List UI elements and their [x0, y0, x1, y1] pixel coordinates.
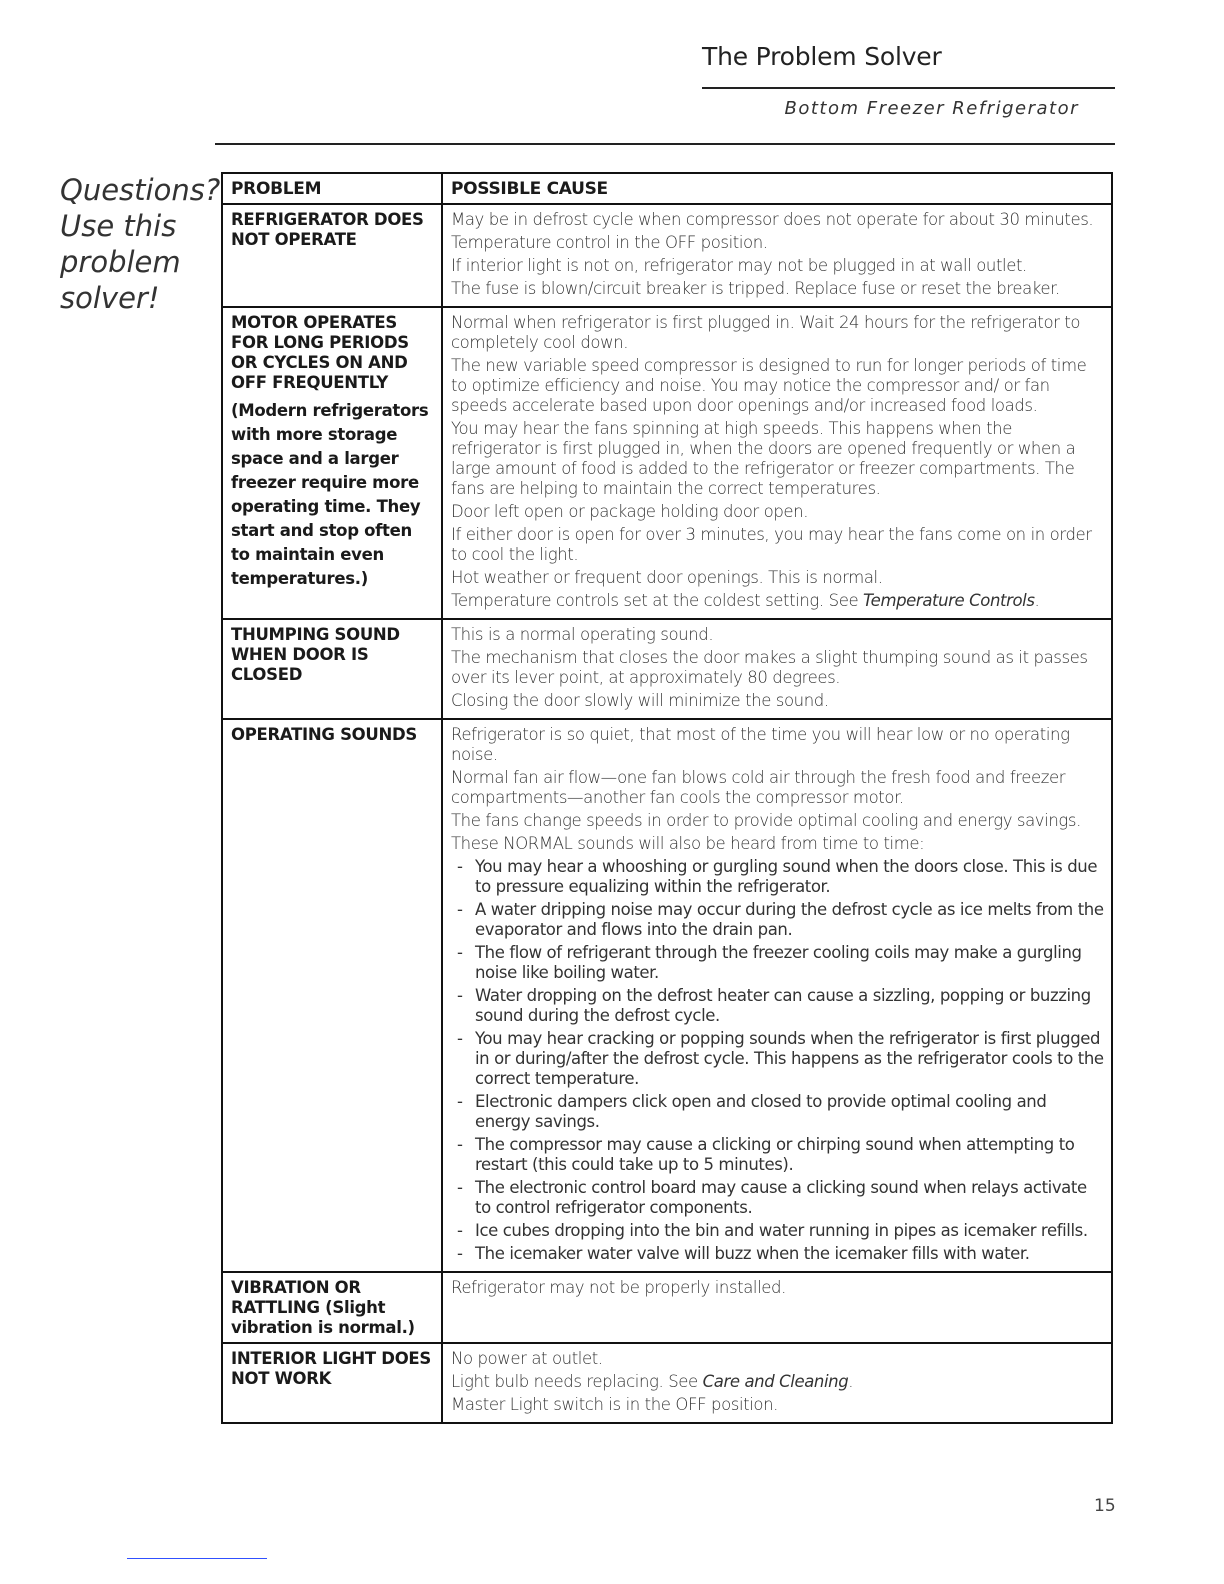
side-note-line: Use this [60, 209, 177, 243]
header-possible-cause: POSSIBLE CAUSE [451, 179, 608, 199]
problem-solver-table [221, 172, 1113, 1424]
cross-reference-link[interactable]: Care and Cleaning [702, 1372, 849, 1391]
cause-cell [443, 620, 1111, 718]
cause-item [451, 1372, 1105, 1392]
side-note-line: problem [60, 245, 181, 279]
problem-cell [223, 1344, 443, 1422]
list-item [451, 1029, 1105, 1089]
dash-bullet: - [457, 1092, 463, 1111]
dash-bullet: - [457, 1244, 463, 1263]
problem-cell [223, 1273, 443, 1342]
list-item-text: The flow of refrigerant through the freezer cooling coils may make a gurgling noise like boiling water. [475, 943, 1082, 982]
cause-item: Master Light switch is in the OFF position. [451, 1395, 779, 1414]
list-item [451, 857, 1105, 897]
problem-label: REFRIGERATOR DOES NOT OPERATE [231, 210, 424, 249]
cause-item: The new variable speed compressor is designed to run for longer periods of time to optimize efficiency and noise. You may notice the compressor and/ or fan speeds accelerate based upon door openings and/or increased food loads. [451, 356, 1087, 415]
list-item-text: The electronic control board may cause a clicking sound when relays activate to control refrigerator components. [475, 1178, 1087, 1217]
list-item [451, 1178, 1105, 1218]
cause-text: Light bulb needs replacing. See [451, 1372, 703, 1391]
cause-item: Hot weather or frequent door openings. This is normal. [451, 568, 883, 587]
list-item-text: The icemaker water valve will buzz when the icemaker fills with water. [475, 1244, 1030, 1263]
problem-cell [223, 720, 443, 1271]
dash-bullet: - [457, 1178, 463, 1197]
list-item-text: A water dripping noise may occur during the defrost cycle as ice melts from the evaporator and flows into the drain pan. [475, 900, 1104, 939]
table-header-row [223, 174, 1111, 203]
problem-label: VIBRATION OR RATTLING (Slight vibration is normal.) [231, 1278, 415, 1337]
list-item-text: You may hear cracking or popping sounds when the refrigerator is first plugged in or during/after the defrost cycle. This happens as the refrigerator cools to the correct temperature. [475, 1029, 1104, 1088]
page-number: 15 [1094, 1496, 1116, 1516]
header-problem: PROBLEM [223, 174, 443, 203]
cause-item: Normal fan air flow—one fan blows cold air through the fresh food and freezer compartments—another fan cools the compressor motor. [451, 768, 1066, 807]
cause-item: These NORMAL sounds will also be heard from time to time: [451, 834, 925, 853]
dash-bullet: - [457, 900, 463, 919]
cause-item: Refrigerator is so quiet, that most of the time you will hear low or no operating noise. [451, 725, 1070, 764]
problem-cell [223, 620, 443, 718]
problem-cell [223, 308, 443, 618]
cause-text: . [848, 1372, 854, 1391]
table-row [223, 1271, 1111, 1342]
side-note [60, 172, 221, 316]
dash-bullet: - [457, 986, 463, 1005]
page-title: The Problem Solver [702, 42, 942, 71]
cause-item: Closing the door slowly will minimize the sound. [451, 691, 829, 710]
dash-bullet: - [457, 1221, 463, 1240]
decorative-rule [127, 1558, 267, 1559]
problem-note: (Modern refrigerators with more storage space and a larger freezer require more operating time. They start and stop often to maintain even temperatures.) [231, 401, 429, 588]
side-note-line: solver! [60, 281, 160, 315]
cause-item: You may hear the fans spinning at high speeds. This happens when the refrigerator is first plugged in, when the doors are opened frequently or when a large amount of food is added to the refrigerator or freezer compartments. The fans are helping to maintain the correct temperatures. [451, 419, 1076, 498]
section-divider [215, 143, 1115, 145]
dash-bullet: - [457, 1029, 463, 1048]
cause-cell [443, 205, 1111, 306]
cause-item: If either door is open for over 3 minutes, you may hear the fans come on in order to cool the light. [451, 525, 1092, 564]
cause-cell [443, 1273, 1111, 1342]
list-item-text: Water dropping on the defrost heater can cause a sizzling, popping or buzzing sound during the defrost cycle. [475, 986, 1091, 1025]
list-item [451, 1244, 1105, 1264]
cause-item: No power at outlet. [451, 1349, 603, 1368]
cause-cell [443, 1344, 1111, 1422]
list-item [451, 943, 1105, 983]
list-item-text: The compressor may cause a clicking or chirping sound when attempting to restart (this could take up to 5 minutes). [475, 1135, 1075, 1174]
problem-cell [223, 205, 443, 306]
cause-item: The mechanism that closes the door makes a slight thumping sound as it passes over its lever point, at approximately 80 degrees. [451, 648, 1088, 687]
list-item [451, 1221, 1105, 1241]
dash-bullet: - [457, 857, 463, 876]
side-note-line: Questions? [60, 173, 221, 207]
cause-cell [443, 308, 1111, 618]
cause-text: . [1034, 591, 1040, 610]
cause-item: The fuse is blown/circuit breaker is tripped. Replace fuse or reset the breaker. [451, 279, 1060, 298]
list-item-text: Ice cubes dropping into the bin and water running in pipes as icemaker refills. [475, 1221, 1088, 1240]
dash-bullet: - [457, 943, 463, 962]
cause-item: Normal when refrigerator is first plugged in. Wait 24 hours for the refrigerator to completely cool down. [451, 313, 1081, 352]
cause-item: This is a normal operating sound. [451, 625, 714, 644]
cause-item: Door left open or package holding door open. [451, 502, 809, 521]
problem-label: MOTOR OPERATES FOR LONG PERIODS OR CYCLES ON AND OFF FREQUENTLY [231, 313, 409, 392]
cause-item: Temperature control in the OFF position. [451, 233, 768, 252]
list-item [451, 1092, 1105, 1132]
problem-label: THUMPING SOUND WHEN DOOR IS CLOSED [231, 625, 400, 684]
cause-item: Refrigerator may not be properly installed. [451, 1278, 786, 1297]
table-row [223, 203, 1111, 306]
list-item [451, 1135, 1105, 1175]
list-item [451, 900, 1105, 940]
header-divider [702, 87, 1115, 89]
table-row [223, 306, 1111, 618]
cause-item: The fans change speeds in order to provide optimal cooling and energy savings. [451, 811, 1081, 830]
problem-label: INTERIOR LIGHT DOES NOT WORK [231, 1349, 431, 1388]
cause-text: Temperature controls set at the coldest setting. See [451, 591, 864, 610]
list-item-text: Electronic dampers click open and closed to provide optimal cooling and energy savings. [475, 1092, 1047, 1131]
page-subtitle: Bottom Freezer Refrigerator [784, 98, 1079, 119]
problem-label: OPERATING SOUNDS [231, 725, 417, 744]
cause-item: If interior light is not on, refrigerator may not be plugged in at wall outlet. [451, 256, 1027, 275]
cause-item: May be in defrost cycle when compressor does not operate for about 30 minutes. [451, 210, 1094, 229]
cause-item [451, 591, 1105, 611]
table-row [223, 1342, 1111, 1422]
dash-bullet: - [457, 1135, 463, 1154]
table-row [223, 618, 1111, 718]
list-item [451, 986, 1105, 1026]
normal-sounds-list [451, 857, 1105, 1264]
list-item-text: You may hear a whooshing or gurgling sound when the doors close. This is due to pressure equalizing within the refrigerator. [475, 857, 1098, 896]
table-row [223, 718, 1111, 1271]
cause-cell [443, 720, 1111, 1271]
cross-reference-link[interactable]: Temperature Controls [863, 591, 1035, 610]
